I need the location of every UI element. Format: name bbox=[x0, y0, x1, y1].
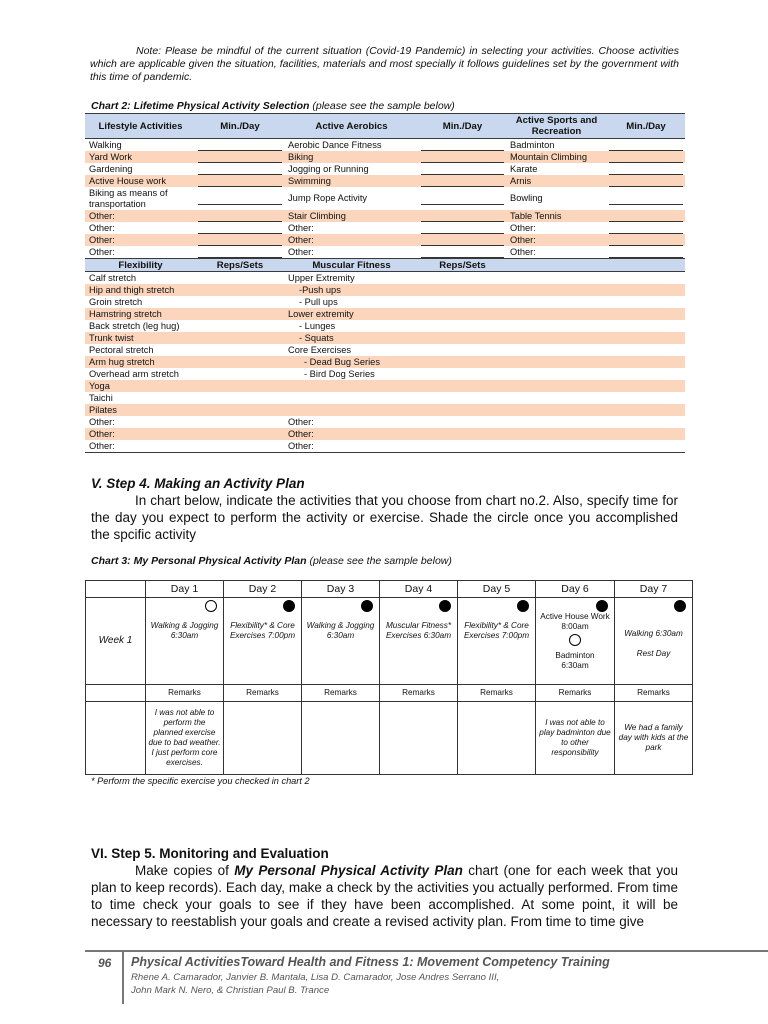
filled-circle-icon[interactable] bbox=[439, 600, 451, 612]
chart2-subtitle: (please see the sample below) bbox=[312, 100, 455, 112]
muscular-exercise: - Bird Dog Series bbox=[304, 368, 375, 379]
muscular-exercise: Core Exercises bbox=[288, 344, 352, 355]
min-blank-1 bbox=[196, 234, 284, 246]
minutes-line bbox=[198, 163, 282, 175]
empty-cell-1 bbox=[506, 380, 607, 392]
step5-text-pre: Make copies of bbox=[135, 863, 235, 878]
chart2-header-row-2 bbox=[85, 259, 685, 272]
flexibility-exercise: Hip and thigh stretch bbox=[85, 284, 196, 296]
empty-cell-1 bbox=[506, 416, 607, 428]
minutes-line bbox=[609, 151, 683, 163]
reps-cell-2 bbox=[419, 368, 506, 380]
covid-note: Note: Please be mindful of the current situation (Covid-19 Pandemic) in selecting your activities. Choose activities which are applicable given the situation, facilities, materials and most specially it follows guidelines set by the government with this time of pandemic. bbox=[90, 45, 679, 83]
exercise-row bbox=[85, 428, 685, 440]
min-blank-1 bbox=[196, 222, 284, 234]
planned-activity: Flexibility* & Core Exercises 7:00pm bbox=[229, 621, 296, 640]
remarks-label: Remarks bbox=[224, 685, 302, 702]
status-circle-holder bbox=[538, 599, 612, 612]
filled-circle-icon[interactable] bbox=[517, 600, 529, 612]
flexibility-exercise: Yoga bbox=[85, 380, 196, 392]
header-empty-1 bbox=[506, 259, 607, 272]
reps-cell-1 bbox=[196, 416, 284, 428]
empty-cell-1 bbox=[506, 332, 607, 344]
empty-cell-1 bbox=[506, 308, 607, 320]
minutes-line bbox=[421, 151, 504, 163]
empty-circle-icon[interactable] bbox=[205, 600, 217, 612]
remarks-cell bbox=[302, 702, 380, 775]
minutes-line bbox=[421, 210, 504, 222]
muscular-exercise: - Dead Bug Series bbox=[284, 356, 419, 368]
header-reps-1: Reps/Sets bbox=[196, 259, 284, 272]
remarks-row bbox=[86, 702, 693, 775]
empty-cell-1 bbox=[506, 296, 607, 308]
empty-cell-2 bbox=[607, 368, 685, 380]
minutes-line bbox=[198, 139, 282, 151]
minutes-line bbox=[198, 222, 282, 234]
activity-row bbox=[85, 210, 685, 222]
flexibility-exercise: Hamstring stretch bbox=[85, 308, 196, 320]
empty-cell-2 bbox=[607, 416, 685, 428]
min-blank-3 bbox=[607, 222, 685, 234]
reps-cell-1 bbox=[196, 284, 284, 296]
empty-cell-2 bbox=[607, 428, 685, 440]
empty-cell-2 bbox=[607, 356, 685, 368]
reps-cell-2 bbox=[419, 308, 506, 320]
remarks-cell: I was not able to perform the planned exercise due to bad weather. I just perform core exercises. bbox=[146, 702, 224, 775]
minutes-line bbox=[421, 246, 504, 258]
planned-activity: Walking 6:30am bbox=[624, 629, 683, 638]
min-blank-3 bbox=[607, 210, 685, 222]
minutes-line bbox=[421, 175, 504, 187]
minutes-line bbox=[421, 139, 504, 151]
day-header: Day 5 bbox=[458, 581, 536, 598]
header-min-2: Min./Day bbox=[419, 114, 506, 139]
exercise-row bbox=[85, 320, 685, 332]
remarks-cell: I was not able to play badminton due to other responsibility bbox=[536, 702, 615, 775]
muscular-exercise bbox=[284, 404, 419, 416]
remarks-label: Remarks bbox=[536, 685, 615, 702]
exercise-row bbox=[85, 416, 685, 428]
min-blank-3 bbox=[607, 139, 685, 152]
muscular-exercise: - Squats bbox=[284, 332, 419, 344]
flexibility-exercise: Arm hug stretch bbox=[85, 356, 196, 368]
reps-cell-2 bbox=[419, 404, 506, 416]
reps-cell-2 bbox=[419, 284, 506, 296]
minutes-line bbox=[609, 175, 683, 187]
aerobic-activity: Aerobic Dance Fitness bbox=[288, 139, 382, 150]
sport-activity: Mountain Climbing bbox=[506, 151, 607, 163]
sport-activity: Other: bbox=[510, 222, 536, 233]
muscular-exercise: -Push ups bbox=[284, 284, 419, 296]
header-empty-2 bbox=[607, 259, 685, 272]
aerobic-activity: Stair Climbing bbox=[284, 210, 419, 222]
exercise-row bbox=[85, 344, 685, 356]
reps-cell-2 bbox=[419, 272, 506, 285]
footer-authors-1: Rhene A. Camarador, Janvier B. Mantala, Lisa D. Camarador, Jose Andres Serrano III, bbox=[131, 972, 500, 983]
flexibility-exercise: Pectoral stretch bbox=[89, 344, 154, 355]
empty-cell-2 bbox=[607, 344, 685, 356]
footer-divider bbox=[85, 950, 768, 952]
filled-circle-icon[interactable] bbox=[361, 600, 373, 612]
day-activity-cell bbox=[536, 598, 615, 685]
activity-row bbox=[85, 163, 685, 175]
filled-circle-icon[interactable] bbox=[283, 600, 295, 612]
lifestyle-activity: Active House work bbox=[85, 175, 196, 187]
empty-cell-1 bbox=[506, 404, 607, 416]
minutes-line bbox=[198, 234, 282, 246]
minutes-line bbox=[609, 234, 683, 246]
minutes-line bbox=[198, 193, 282, 205]
lifestyle-activity: Gardening bbox=[89, 163, 133, 174]
day-activity-cell bbox=[302, 598, 380, 685]
day-header: Day 1 bbox=[146, 581, 224, 598]
min-blank-1 bbox=[196, 151, 284, 163]
exercise-row bbox=[85, 440, 685, 453]
empty-cell-1 bbox=[506, 392, 607, 404]
muscular-exercise: Other: bbox=[284, 440, 419, 453]
min-blank-1 bbox=[196, 187, 284, 210]
step5-heading: VI. Step 5. Monitoring and Evaluation bbox=[91, 846, 329, 861]
empty-cell-2 bbox=[607, 308, 685, 320]
planned-activity: Muscular Fitness* Exercises 6:30am bbox=[385, 621, 452, 640]
planned-activity: Active House Work 8:00am bbox=[540, 612, 610, 631]
day-header: Day 6 bbox=[536, 581, 615, 598]
remarks-cell bbox=[380, 702, 458, 775]
activity-row bbox=[85, 187, 685, 210]
minutes-line bbox=[198, 210, 282, 222]
reps-cell-2 bbox=[419, 320, 506, 332]
reps-cell-1 bbox=[196, 332, 284, 344]
step5-text-post: chart (one for each week that you plan to keep records). Each day, make a check by the activities you actually performed. From time to time check your goals to see if they have been accomplished. At some point, it will be necessary to reestablish your goals and create a revised activity plan. From time to time give bbox=[91, 863, 678, 929]
lifestyle-activity: Walking bbox=[89, 139, 122, 150]
min-blank-2 bbox=[419, 139, 506, 152]
reps-cell-2 bbox=[419, 428, 506, 440]
remarks-label: Remarks bbox=[146, 685, 224, 702]
reps-cell-1 bbox=[196, 428, 284, 440]
minutes-line bbox=[421, 193, 504, 205]
min-blank-2 bbox=[419, 151, 506, 163]
remarks-cell: We had a family day with kids at the park bbox=[615, 702, 693, 775]
planned-activity: Walking & Jogging 6:30am bbox=[150, 621, 219, 640]
muscular-exercise: Other: bbox=[288, 416, 314, 427]
planned-activity: Flexibility* & Core Exercises 7:00pm bbox=[463, 621, 530, 640]
sport-activity: Other: bbox=[510, 246, 536, 257]
min-blank-1 bbox=[196, 210, 284, 222]
flexibility-exercise: Other: bbox=[85, 428, 196, 440]
reps-cell-1 bbox=[196, 308, 284, 320]
day-header: Day 4 bbox=[380, 581, 458, 598]
header-muscular: Muscular Fitness bbox=[284, 259, 419, 272]
reps-cell-2 bbox=[419, 440, 506, 453]
empty-cell-1 bbox=[506, 356, 607, 368]
header-flexibility: Flexibility bbox=[85, 259, 196, 272]
filled-circle-icon[interactable] bbox=[596, 600, 608, 612]
step4-heading: V. Step 4. Making an Activity Plan bbox=[91, 476, 305, 491]
aerobic-activity: Other: bbox=[288, 222, 314, 233]
minutes-line bbox=[198, 175, 282, 187]
day-activity-cell bbox=[615, 598, 693, 685]
muscular-exercise: Upper Extremity bbox=[288, 272, 355, 283]
muscular-exercise bbox=[284, 392, 419, 404]
min-blank-2 bbox=[419, 187, 506, 210]
reps-cell-1 bbox=[196, 392, 284, 404]
flexibility-exercise: Other: bbox=[89, 416, 115, 427]
empty-cell-1 bbox=[506, 320, 607, 332]
empty-cell-2 bbox=[607, 404, 685, 416]
min-blank-2 bbox=[419, 175, 506, 187]
header-aerobics: Active Aerobics bbox=[284, 114, 419, 139]
muscular-exercise bbox=[284, 380, 419, 392]
header-min-3: Min./Day bbox=[607, 114, 685, 139]
status-circle-holder bbox=[382, 599, 455, 612]
exercise-row bbox=[85, 356, 685, 368]
day-header: Day 3 bbox=[302, 581, 380, 598]
aerobic-activity: Other: bbox=[284, 234, 419, 246]
activity-row bbox=[85, 222, 685, 234]
day-activity-cell bbox=[224, 598, 302, 685]
aerobic-activity: Swimming bbox=[284, 175, 419, 187]
min-blank-2 bbox=[419, 246, 506, 259]
min-blank-3 bbox=[607, 151, 685, 163]
exercise-row bbox=[85, 368, 685, 380]
activity-row bbox=[85, 139, 685, 152]
aerobic-activity: Jogging or Running bbox=[288, 163, 369, 174]
min-blank-1 bbox=[196, 246, 284, 259]
reps-cell-2 bbox=[419, 356, 506, 368]
empty-cell-2 bbox=[607, 296, 685, 308]
minutes-line bbox=[609, 222, 683, 234]
reps-cell-1 bbox=[196, 368, 284, 380]
page-number: 96 bbox=[98, 956, 112, 970]
day-header-row bbox=[86, 581, 693, 598]
reps-cell-2 bbox=[419, 416, 506, 428]
filled-circle-icon[interactable] bbox=[674, 600, 686, 612]
min-blank-3 bbox=[607, 175, 685, 187]
minutes-line bbox=[198, 246, 282, 258]
minutes-line bbox=[421, 222, 504, 234]
remarks-label: Remarks bbox=[458, 685, 536, 702]
muscular-exercise: Lower extremity bbox=[284, 308, 419, 320]
week-row bbox=[86, 598, 693, 685]
empty-cell-1 bbox=[506, 368, 607, 380]
minutes-line bbox=[421, 234, 504, 246]
activity-row bbox=[85, 175, 685, 187]
sport-activity: Bowling bbox=[510, 193, 543, 203]
step5-text-emphasis: My Personal Physical Activity Plan bbox=[234, 863, 463, 878]
sport-activity: Badminton bbox=[510, 139, 555, 150]
min-blank-3 bbox=[607, 234, 685, 246]
remarks-header-row bbox=[86, 685, 693, 702]
exercise-row bbox=[85, 392, 685, 404]
reps-cell-1 bbox=[196, 296, 284, 308]
min-blank-1 bbox=[196, 139, 284, 152]
step5-text bbox=[91, 862, 678, 930]
chart3-footnote: * Perform the specific exercise you checked in chart 2 bbox=[91, 776, 310, 786]
reps-cell-1 bbox=[196, 320, 284, 332]
lifestyle-activity: Yard Work bbox=[85, 151, 196, 163]
sport-activity: Arnis bbox=[506, 175, 607, 187]
status-circle-holder bbox=[148, 599, 221, 612]
flexibility-exercise: Other: bbox=[85, 440, 196, 453]
aerobic-activity: Biking bbox=[284, 151, 419, 163]
footer-title: Physical ActivitiesToward Health and Fitness 1: Movement Competency Training bbox=[131, 955, 610, 969]
reps-cell-1 bbox=[196, 440, 284, 453]
empty-cell-2 bbox=[607, 284, 685, 296]
status-circle-holder bbox=[460, 599, 533, 612]
reps-cell-2 bbox=[419, 380, 506, 392]
remarks-corner bbox=[86, 685, 146, 702]
minutes-line bbox=[609, 193, 683, 205]
exercise-row bbox=[85, 404, 685, 416]
chart3-subtitle: (please see the sample below) bbox=[309, 555, 452, 567]
empty-cell-1 bbox=[506, 284, 607, 296]
aerobic-activity: Other: bbox=[288, 246, 314, 257]
activity-row bbox=[85, 151, 685, 163]
reps-cell-2 bbox=[419, 332, 506, 344]
lifestyle-activity: Other: bbox=[85, 210, 196, 222]
min-blank-1 bbox=[196, 175, 284, 187]
reps-cell-2 bbox=[419, 392, 506, 404]
empty-cell-2 bbox=[607, 440, 685, 453]
lifestyle-activity: Other: bbox=[89, 222, 115, 233]
empty-cell-2 bbox=[607, 320, 685, 332]
min-blank-1 bbox=[196, 163, 284, 175]
reps-cell-1 bbox=[196, 356, 284, 368]
exercise-row bbox=[85, 284, 685, 296]
status-circle-holder bbox=[226, 599, 299, 612]
remarks-corner-2 bbox=[86, 702, 146, 775]
empty-cell-1 bbox=[506, 272, 607, 285]
reps-cell-1 bbox=[196, 272, 284, 285]
remarks-label: Remarks bbox=[615, 685, 693, 702]
activity-row bbox=[85, 246, 685, 259]
sport-activity: Table Tennis bbox=[506, 210, 607, 222]
min-blank-2 bbox=[419, 222, 506, 234]
minutes-line bbox=[198, 151, 282, 163]
chart3-title bbox=[91, 555, 452, 567]
min-blank-2 bbox=[419, 234, 506, 246]
remarks-label: Remarks bbox=[380, 685, 458, 702]
flexibility-exercise: Overhead arm stretch bbox=[89, 368, 179, 379]
flexibility-exercise: Back stretch (leg hug) bbox=[89, 320, 180, 331]
header-reps-2: Reps/Sets bbox=[419, 259, 506, 272]
lifestyle-activity: Other: bbox=[85, 234, 196, 246]
flexibility-exercise: Groin stretch bbox=[89, 296, 143, 307]
flexibility-exercise: Pilates bbox=[85, 404, 196, 416]
lifestyle-activity: Biking as means of transportation bbox=[89, 187, 168, 209]
sport-activity: Karate bbox=[510, 163, 538, 174]
minutes-line bbox=[609, 246, 683, 258]
aerobic-activity: Jump Rope Activity bbox=[288, 193, 368, 203]
reps-cell-1 bbox=[196, 380, 284, 392]
empty-cell-2 bbox=[607, 332, 685, 344]
status-circle-holder bbox=[617, 599, 690, 612]
min-blank-3 bbox=[607, 246, 685, 259]
empty-cell-2 bbox=[607, 380, 685, 392]
chart2-title-text: Chart 2: Lifetime Physical Activity Selection bbox=[91, 100, 310, 112]
chart2-title bbox=[91, 100, 455, 112]
corner-cell bbox=[86, 581, 146, 598]
header-lifestyle: Lifestyle Activities bbox=[85, 114, 196, 139]
flexibility-exercise: Taichi bbox=[89, 392, 113, 403]
exercise-row bbox=[85, 332, 685, 344]
exercise-row bbox=[85, 380, 685, 392]
day-activity-cell bbox=[380, 598, 458, 685]
lifetime-activity-table bbox=[85, 113, 685, 453]
chart2-header-row bbox=[85, 114, 685, 139]
exercise-row bbox=[85, 308, 685, 320]
header-min-1: Min./Day bbox=[196, 114, 284, 139]
sport-activity: Other: bbox=[506, 234, 607, 246]
minutes-line bbox=[609, 163, 683, 175]
empty-circle-icon[interactable] bbox=[569, 634, 581, 646]
activity-plan-table bbox=[85, 580, 693, 775]
status-circle-holder bbox=[304, 599, 377, 612]
lifestyle-activity: Other: bbox=[89, 246, 115, 257]
empty-cell-1 bbox=[506, 440, 607, 453]
minutes-line bbox=[609, 210, 683, 222]
empty-cell-1 bbox=[506, 344, 607, 356]
day-activity-cell bbox=[458, 598, 536, 685]
step4-text bbox=[91, 492, 678, 543]
activity-row bbox=[85, 234, 685, 246]
remarks-cell bbox=[224, 702, 302, 775]
step4-text-content: In chart below, indicate the activities that you choose from chart no.2. Also, specify time for the day you expect to perform the activity or exercise. Shade the circle once you accomplished the spcific activity bbox=[91, 493, 678, 542]
min-blank-2 bbox=[419, 210, 506, 222]
header-sports: Active Sports and Recreation bbox=[506, 114, 607, 139]
flexibility-exercise: Calf stretch bbox=[89, 272, 137, 283]
muscular-exercise: - Lunges bbox=[299, 320, 336, 331]
day-header: Day 2 bbox=[224, 581, 302, 598]
second-activity: Badminton 6:30am bbox=[555, 651, 595, 670]
min-blank-3 bbox=[607, 163, 685, 175]
empty-cell-2 bbox=[607, 272, 685, 285]
exercise-row bbox=[85, 296, 685, 308]
remarks-label: Remarks bbox=[302, 685, 380, 702]
reps-cell-1 bbox=[196, 344, 284, 356]
week-label: Week 1 bbox=[86, 598, 146, 685]
second-activity: Rest Day bbox=[636, 649, 671, 658]
reps-cell-1 bbox=[196, 404, 284, 416]
remarks-cell bbox=[458, 702, 536, 775]
muscular-exercise: - Pull ups bbox=[299, 296, 338, 307]
min-blank-2 bbox=[419, 163, 506, 175]
planned-activity: Walking & Jogging 6:30am bbox=[306, 621, 375, 640]
reps-cell-2 bbox=[419, 296, 506, 308]
chart3-title-text: Chart 3: My Personal Physical Activity Plan bbox=[91, 555, 307, 567]
empty-cell-1 bbox=[506, 428, 607, 440]
minutes-line bbox=[609, 139, 683, 151]
reps-cell-2 bbox=[419, 344, 506, 356]
footer-vertical-divider bbox=[122, 952, 124, 1004]
footer-authors-2: John Mark N. Nero, & Christian Paul B. Trance bbox=[131, 985, 330, 996]
empty-cell-2 bbox=[607, 392, 685, 404]
day-activity-cell bbox=[146, 598, 224, 685]
muscular-exercise: Other: bbox=[284, 428, 419, 440]
day-header: Day 7 bbox=[615, 581, 693, 598]
flexibility-exercise: Trunk twist bbox=[85, 332, 196, 344]
min-blank-3 bbox=[607, 187, 685, 210]
exercise-row bbox=[85, 272, 685, 285]
minutes-line bbox=[421, 163, 504, 175]
